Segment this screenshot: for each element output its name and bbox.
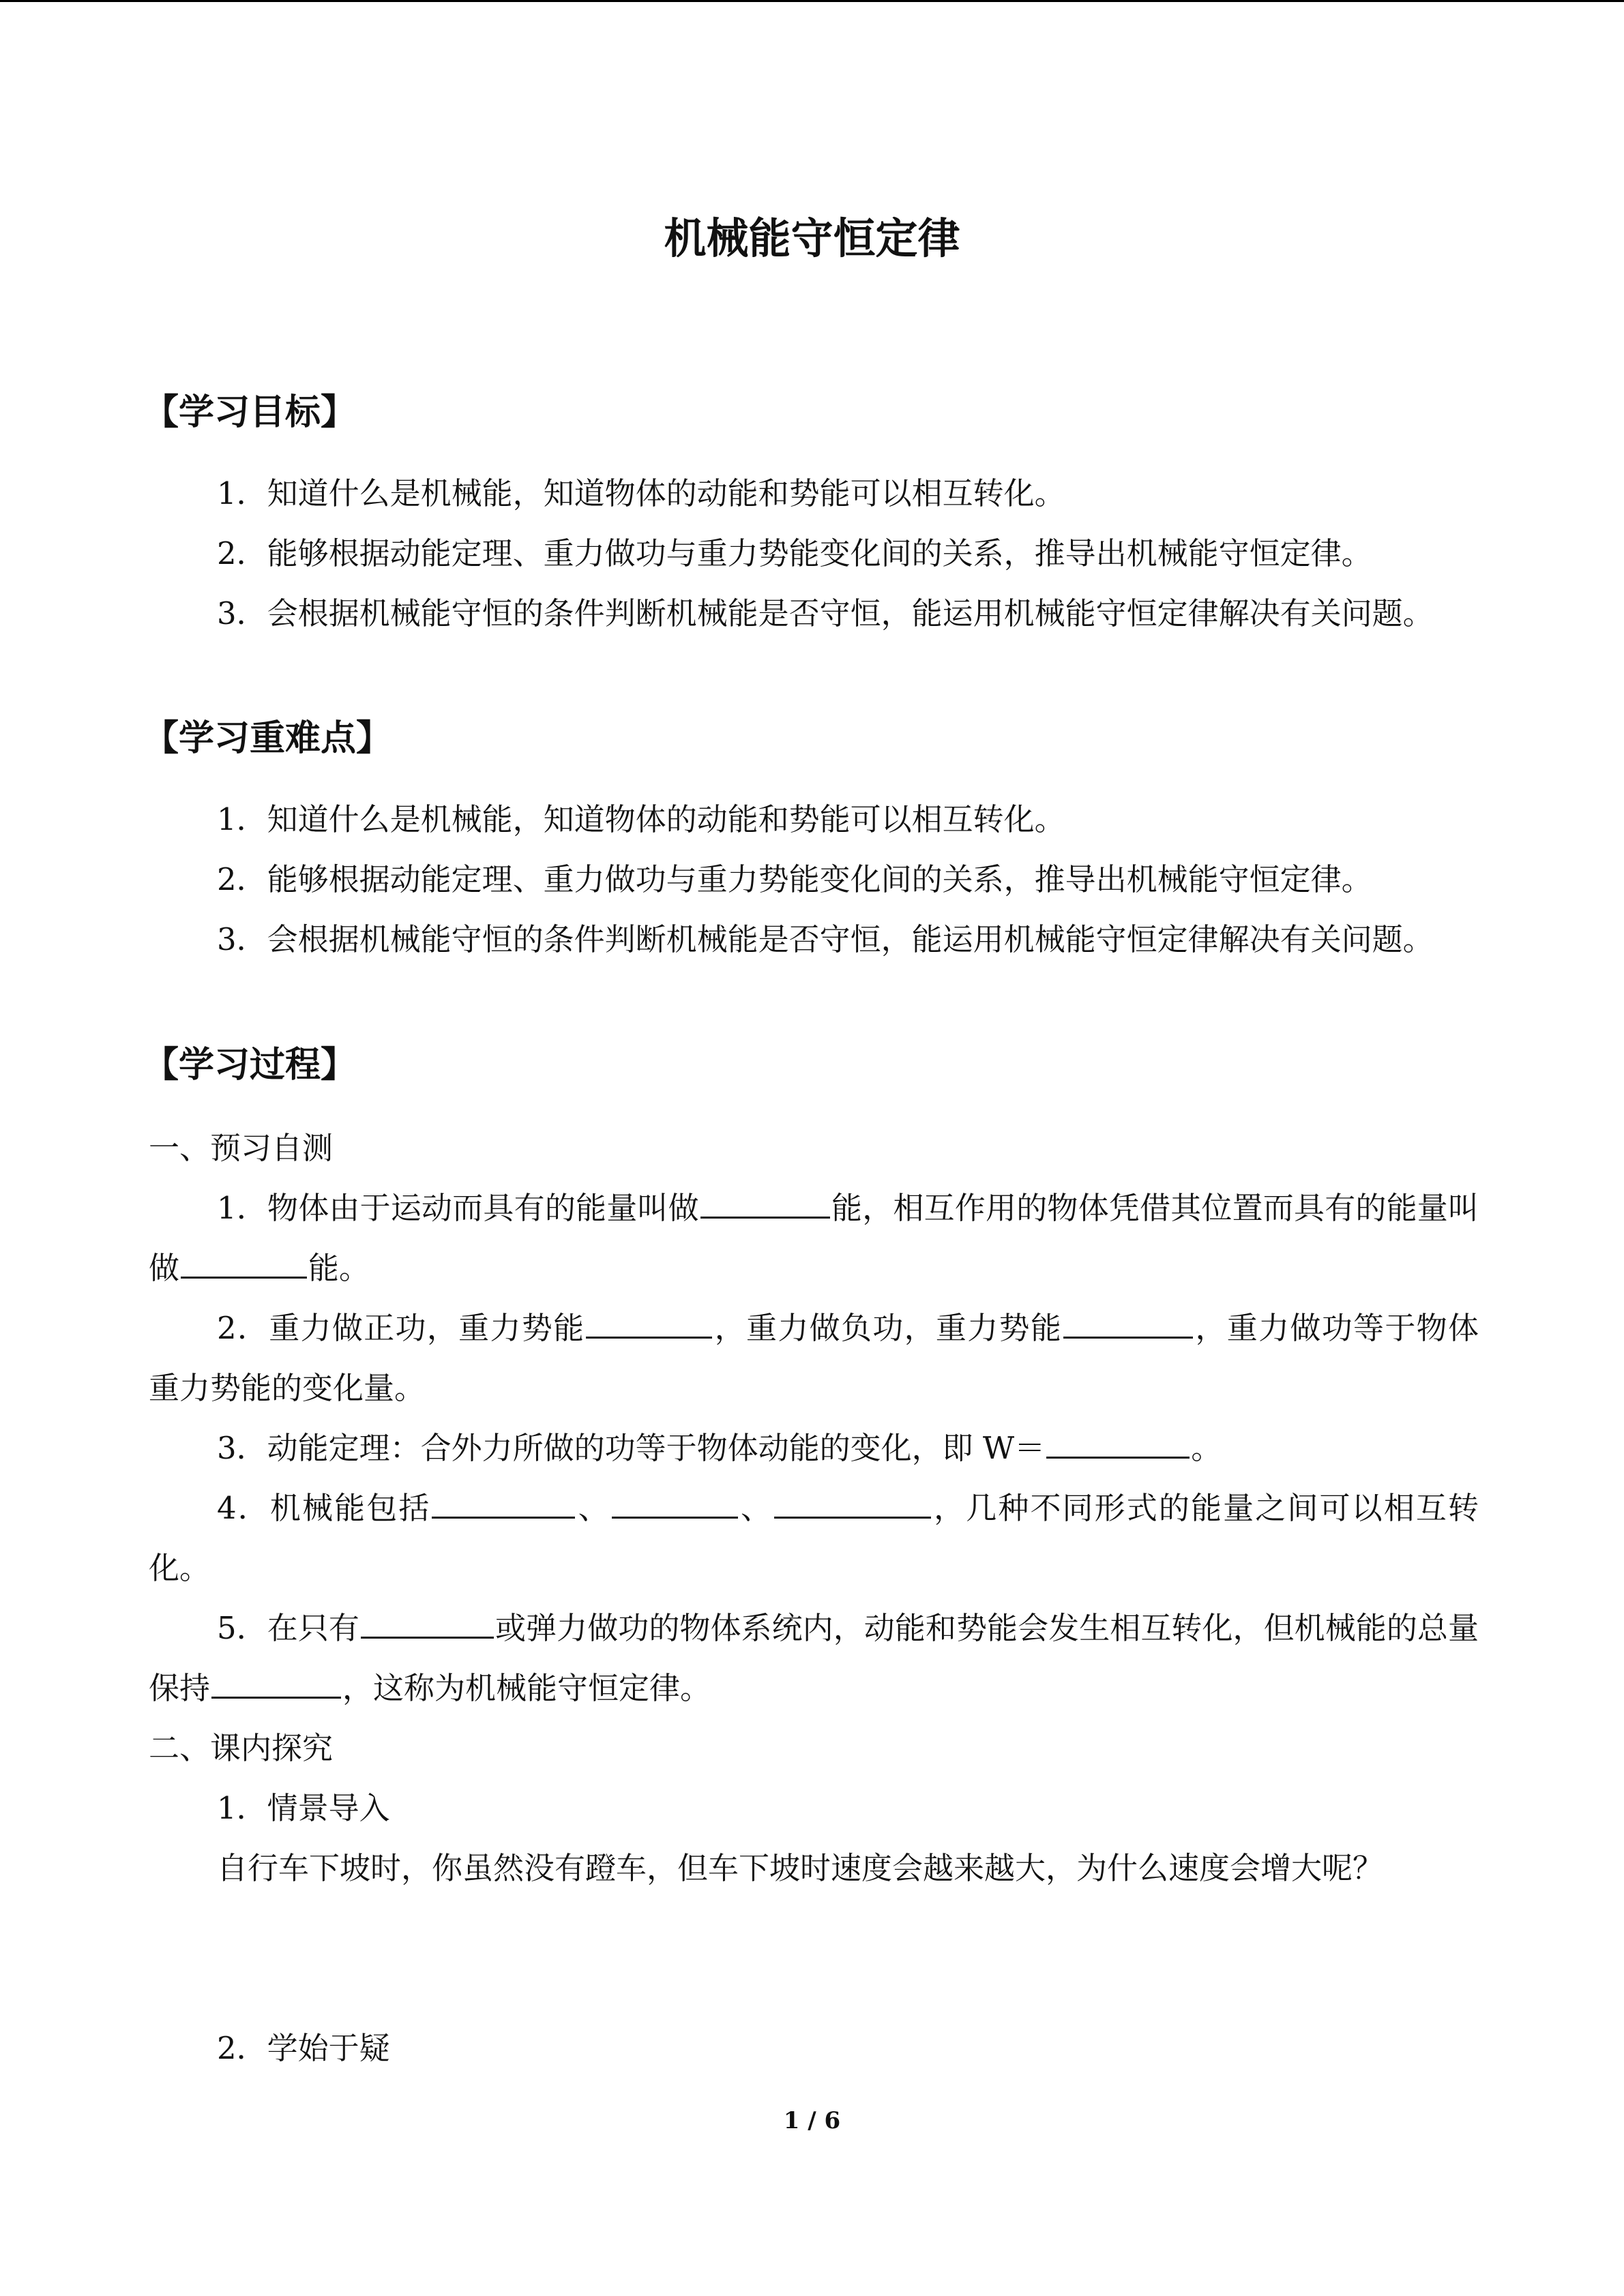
q2-text-c: ，重力做功等于物体重力势能的变化量。	[149, 1310, 1479, 1406]
q5-text-b: 或弹力做功的物体系统内，动能和势能会发生相互转化，但机械能的总量保持	[149, 1610, 1479, 1706]
sub2-title: 2．学始于疑	[217, 2030, 390, 2066]
answer-blank-7[interactable]	[612, 1485, 738, 1519]
answer-blank-3[interactable]	[586, 1305, 712, 1339]
q1-text-c: 能。	[308, 1250, 370, 1286]
answer-blank-1[interactable]	[700, 1185, 830, 1219]
question-3	[149, 1418, 1479, 1478]
q1-text-b: 能，相互作用的物体凭借其位置而具有的能量叫做	[149, 1190, 1479, 1286]
sub1-text: 自行车下坡时，你虽然没有蹬车，但车下坡时速度会越来越大，为什么速度会增大呢？	[217, 1850, 1384, 1886]
q3-text-a: 3．动能定理：合外力所做的功等于物体动能的变化，即 W＝	[217, 1430, 1046, 1466]
goal-item-1: 1．知道什么是机械能，知道物体的动能和势能可以相互转化。	[217, 475, 1065, 511]
q2-text-a: 2．重力做正功，重力势能	[217, 1310, 585, 1346]
q4-text-b: ，几种不同形式的能量之间可以相互转化。	[149, 1490, 1479, 1586]
q5-text-a: 5．在只有	[217, 1610, 359, 1646]
heading-learning-goals: 【学习目标】	[143, 392, 357, 433]
q4-separator-2: 、	[739, 1490, 773, 1526]
heading-learning-process: 【学习过程】	[143, 1045, 357, 1086]
q3-text-b: 。	[1191, 1430, 1222, 1466]
q2-text-b: ，重力做负功，重力势能	[713, 1310, 1063, 1346]
question-2	[149, 1298, 1479, 1418]
question-4	[149, 1478, 1479, 1598]
key-point-item-3: 3．会根据机械能守恒的条件判断机械能是否守恒，能运用机械能守恒定律解决有关问题。	[217, 921, 1434, 957]
answer-blank-6[interactable]	[432, 1485, 575, 1519]
answer-blank-5[interactable]	[1046, 1425, 1190, 1459]
key-point-item-1: 1．知道什么是机械能，知道物体的动能和势能可以相互转化。	[217, 801, 1065, 837]
answer-blank-8[interactable]	[774, 1485, 931, 1519]
page-title: 机械能守恒定律	[664, 213, 960, 263]
question-5	[149, 1598, 1479, 1718]
q4-text-a: 4．机械能包括	[217, 1490, 431, 1526]
top-border-line	[0, 0, 1624, 2]
answer-blank-9[interactable]	[361, 1605, 494, 1639]
q4-separator-1: 、	[576, 1490, 610, 1526]
answer-blank-10[interactable]	[211, 1665, 341, 1699]
page-number: 1 / 6	[783, 2107, 841, 2134]
goal-item-2: 2．能够根据动能定理、重力做功与重力势能变化间的关系，推导出机械能守恒定律。	[217, 535, 1372, 571]
answer-blank-4[interactable]	[1063, 1305, 1193, 1339]
q1-text-a: 1．物体由于运动而具有的能量叫做	[217, 1190, 699, 1226]
goal-item-3: 3．会根据机械能守恒的条件判断机械能是否守恒，能运用机械能守恒定律解决有关问题。	[217, 595, 1434, 631]
part2-title: 二、课内探究	[149, 1730, 334, 1766]
heading-key-points: 【学习重难点】	[143, 718, 392, 759]
part1-title: 一、预习自测	[149, 1130, 334, 1166]
sub1-title: 1．情景导入	[217, 1790, 390, 1826]
answer-blank-2[interactable]	[181, 1245, 307, 1279]
q5-text-c: ，这称为机械能守恒定律。	[342, 1670, 711, 1706]
question-1	[149, 1178, 1479, 1298]
key-point-item-2: 2．能够根据动能定理、重力做功与重力势能变化间的关系，推导出机械能守恒定律。	[217, 861, 1372, 897]
